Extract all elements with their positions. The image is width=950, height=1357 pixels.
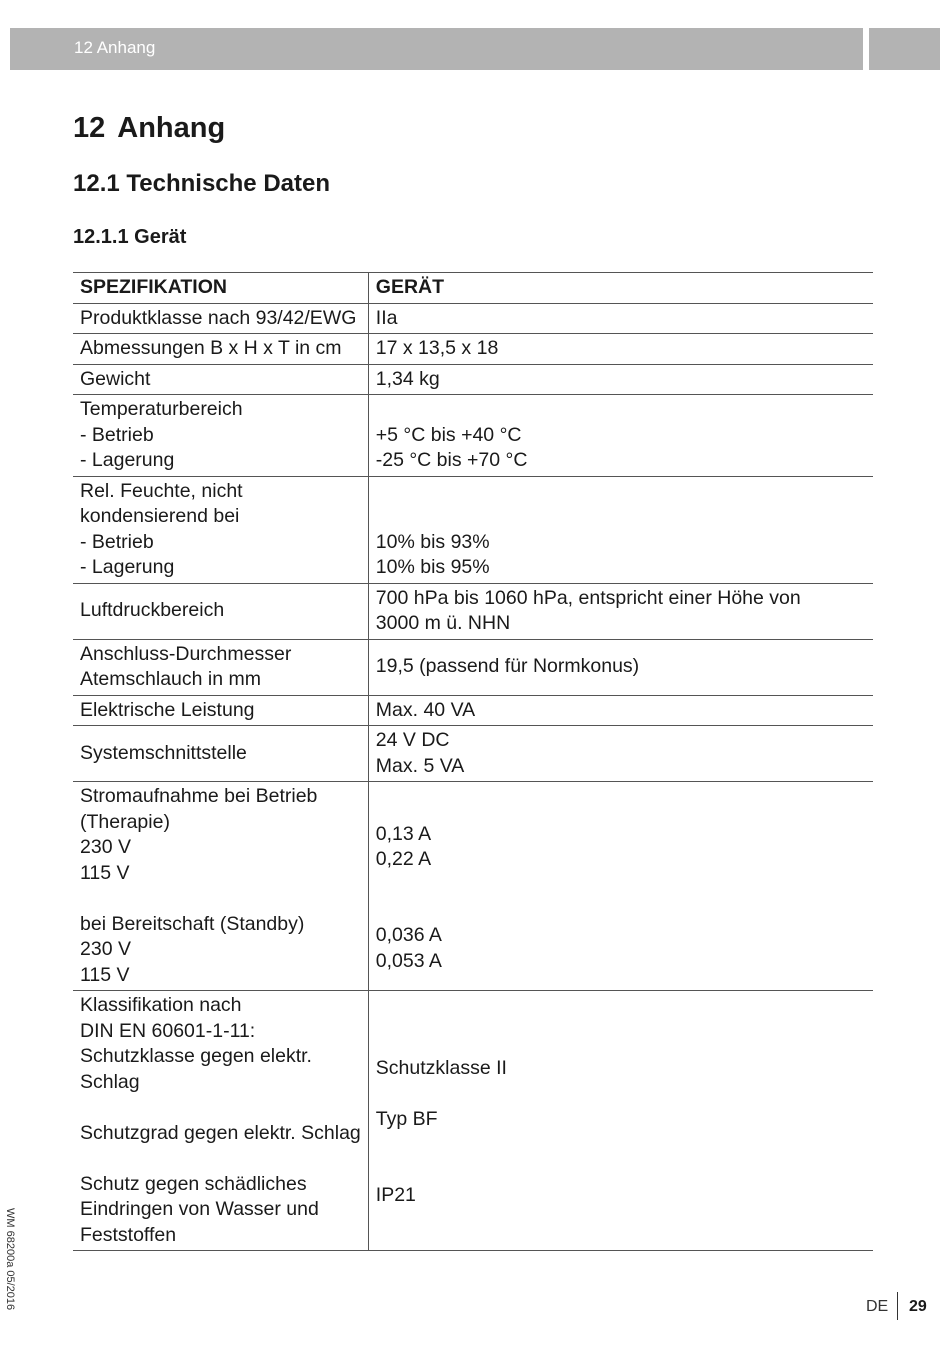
footer-language: DE: [866, 1298, 889, 1315]
chapter-heading: [73, 112, 225, 145]
spec-cell: Systemschnittstelle: [73, 726, 368, 782]
spec-cell: Gewicht: [73, 364, 368, 395]
value-cell: 10% bis 93% 10% bis 95%: [368, 476, 873, 583]
value-cell: IIa: [368, 303, 873, 334]
subsection-heading: 12.1.1 Gerät: [73, 226, 187, 248]
value-cell: Schutzklasse II Typ BF IP21: [368, 991, 873, 1251]
value-cell: 24 V DC Max. 5 VA: [368, 726, 873, 782]
spec-cell: Anschluss-Durchmesser Atemschlauch in mm: [73, 639, 368, 695]
value-cell: 1,34 kg: [368, 364, 873, 395]
spec-cell: Rel. Feuchte, nicht kondensierend bei - Betrieb - Lagerung: [73, 476, 368, 583]
table-row: [73, 364, 873, 395]
value-cell: +5 °C bis +40 °C -25 °C bis +70 °C: [368, 395, 873, 477]
document-code: WM 68200a 05/2016: [4, 1208, 16, 1311]
page-number: 29: [909, 1298, 927, 1315]
spec-cell: Produktklasse nach 93/42/EWG: [73, 303, 368, 334]
running-header-title: 12 Anhang: [74, 38, 156, 57]
value-cell: Max. 40 VA: [368, 695, 873, 726]
spec-cell: Klassifikation nach DIN EN 60601-1-11: Schutzklasse gegen elektr. Schlag Schutzgrad gegen elektr. Schlag Schutz gegen schädliches Eindringen von Wasser und Feststoffen: [73, 991, 368, 1251]
table-header-row: [73, 273, 873, 304]
table-row: [73, 583, 873, 639]
column-header-spec: SPEZIFIKATION: [73, 273, 368, 304]
spec-cell: Abmessungen B x H x T in cm: [73, 334, 368, 365]
table-row: [73, 726, 873, 782]
running-header-bar: [10, 28, 863, 70]
value-cell: 17 x 13,5 x 18: [368, 334, 873, 365]
spec-cell: Stromaufnahme bei Betrieb (Therapie) 230 V 115 V bei Bereitschaft (Standby) 230 V 115 V: [73, 782, 368, 991]
technical-data-table: [73, 272, 873, 1251]
chapter-title: Anhang: [117, 112, 226, 144]
table-row: [73, 334, 873, 365]
footer-separator: [897, 1292, 898, 1320]
chapter-number: 12: [73, 112, 106, 144]
table-row: [73, 695, 873, 726]
spec-cell: Temperaturbereich - Betrieb - Lagerung: [73, 395, 368, 477]
spec-cell: Luftdruckbereich: [73, 583, 368, 639]
value-cell: 700 hPa bis 1060 hPa, entspricht einer Höhe von 3000 m ü. NHN: [368, 583, 873, 639]
table-row: [73, 303, 873, 334]
table-row: [73, 395, 873, 477]
value-cell: 0,13 A 0,22 A 0,036 A 0,053 A: [368, 782, 873, 991]
header-tab-box: [869, 28, 940, 70]
value-cell: 19,5 (passend für Normkonus): [368, 639, 873, 695]
section-heading: 12.1 Technische Daten: [73, 170, 330, 197]
column-header-device: GERÄT: [368, 273, 873, 304]
table-row: [73, 991, 873, 1251]
table-row: [73, 782, 873, 991]
table-row: [73, 476, 873, 583]
table-row: [73, 639, 873, 695]
spec-cell: Elektrische Leistung: [73, 695, 368, 726]
